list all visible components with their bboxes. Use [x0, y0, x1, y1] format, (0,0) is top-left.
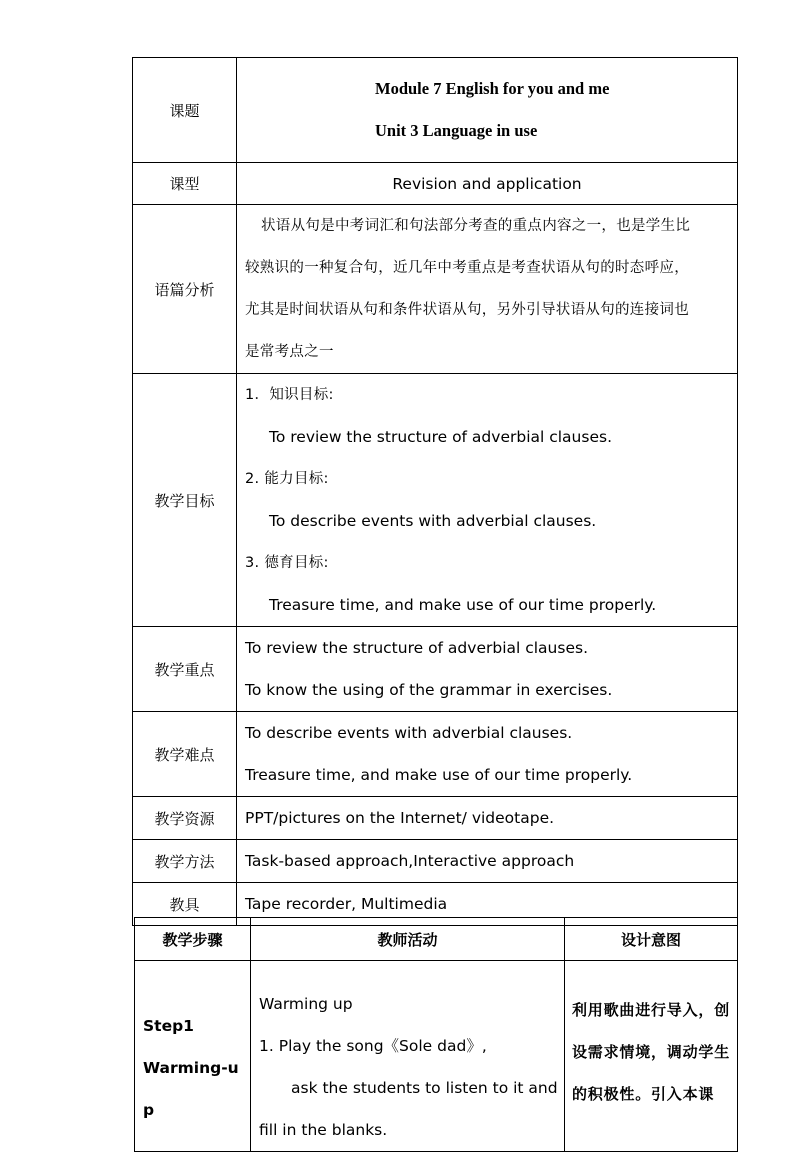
row-key-points	[133, 627, 738, 712]
key-point-line: To know the using of the grammar in exercises.	[245, 681, 613, 699]
moral-heading: 3. 德育目标:	[245, 555, 329, 571]
analysis-line: 状语从句是中考词汇和句法部分考查的重点内容之一，也是学生比	[261, 218, 691, 234]
type-value: Revision and application	[237, 163, 738, 205]
row-resources	[133, 797, 738, 840]
col-design-header: 设计意图	[565, 918, 738, 961]
row-objectives	[133, 374, 738, 627]
analysis-line: 尤其是时间状语从句和条件状语从句，另外引导状语从句的连接词也	[245, 302, 689, 318]
row-type	[133, 163, 738, 205]
activity-line: fill in the blanks.	[259, 1121, 388, 1139]
design-line: 设需求情境，调动学生	[572, 1043, 731, 1061]
difficulty-line: To describe events with adverbial clauses.	[245, 724, 573, 742]
step1-title-line: p	[143, 1101, 155, 1119]
topic-module: Module 7 English for you and me	[375, 79, 610, 98]
activity-line: 1. Play the song《Sole dad》,	[259, 1037, 487, 1055]
methods-value: Task-based approach,Interactive approach	[237, 840, 738, 883]
col-step-header: 教学步骤	[135, 918, 251, 961]
ability-text: To describe events with adverbial clauses.	[269, 512, 597, 530]
knowledge-heading: 1．知识目标:	[245, 387, 334, 403]
analysis-line: 是常考点之一	[245, 344, 334, 360]
aids-label: 教具	[133, 883, 237, 926]
design-line: 的积极性。引入本课	[572, 1085, 715, 1103]
aids-value: Tape recorder, Multimedia	[237, 883, 738, 926]
procedure-table	[134, 917, 738, 1152]
resources-label: 教学资源	[133, 797, 237, 840]
key-point-line: To review the structure of adverbial clauses.	[245, 639, 588, 657]
objectives-cell	[237, 374, 738, 627]
analysis-line: 较熟识的一种复合句，近几年中考重点是考查状语从句的时态呼应，	[245, 260, 689, 276]
topic-label: 课题	[133, 58, 237, 163]
analysis-text	[237, 205, 738, 374]
activity-line: Warming up	[259, 995, 353, 1013]
activity-line: ask the students to listen to it and	[291, 1079, 558, 1097]
difficulty-line: Treasure time, and make use of our time properly.	[245, 766, 633, 784]
row-methods	[133, 840, 738, 883]
resources-value: PPT/pictures on the Internet/ videotape.	[237, 797, 738, 840]
design-line: 利用歌曲进行导入，创	[572, 1001, 731, 1019]
row-analysis	[133, 205, 738, 374]
step1-title-line: Step1	[143, 1017, 194, 1035]
type-label: 课型	[133, 163, 237, 205]
row-topic	[133, 58, 738, 163]
moral-text: Treasure time, and make use of our time properly.	[269, 596, 657, 614]
knowledge-text: To review the structure of adverbial clauses.	[269, 428, 612, 446]
analysis-label: 语篇分析	[133, 205, 237, 374]
lesson-info-table	[132, 57, 738, 926]
row-difficulties	[133, 712, 738, 797]
procedure-header-row	[135, 918, 738, 961]
objectives-label: 教学目标	[133, 374, 237, 627]
topic-unit: Unit 3 Language in use	[375, 121, 538, 140]
difficulties-label: 教学难点	[133, 712, 237, 797]
step1-title-line: Warming-u	[143, 1059, 239, 1077]
key-points-cell	[237, 627, 738, 712]
difficulties-cell	[237, 712, 738, 797]
key-points-label: 教学重点	[133, 627, 237, 712]
col-teacher-header: 教师活动	[251, 918, 565, 961]
methods-label: 教学方法	[133, 840, 237, 883]
ability-heading: 2. 能力目标:	[245, 471, 329, 487]
topic-cell	[237, 58, 738, 163]
